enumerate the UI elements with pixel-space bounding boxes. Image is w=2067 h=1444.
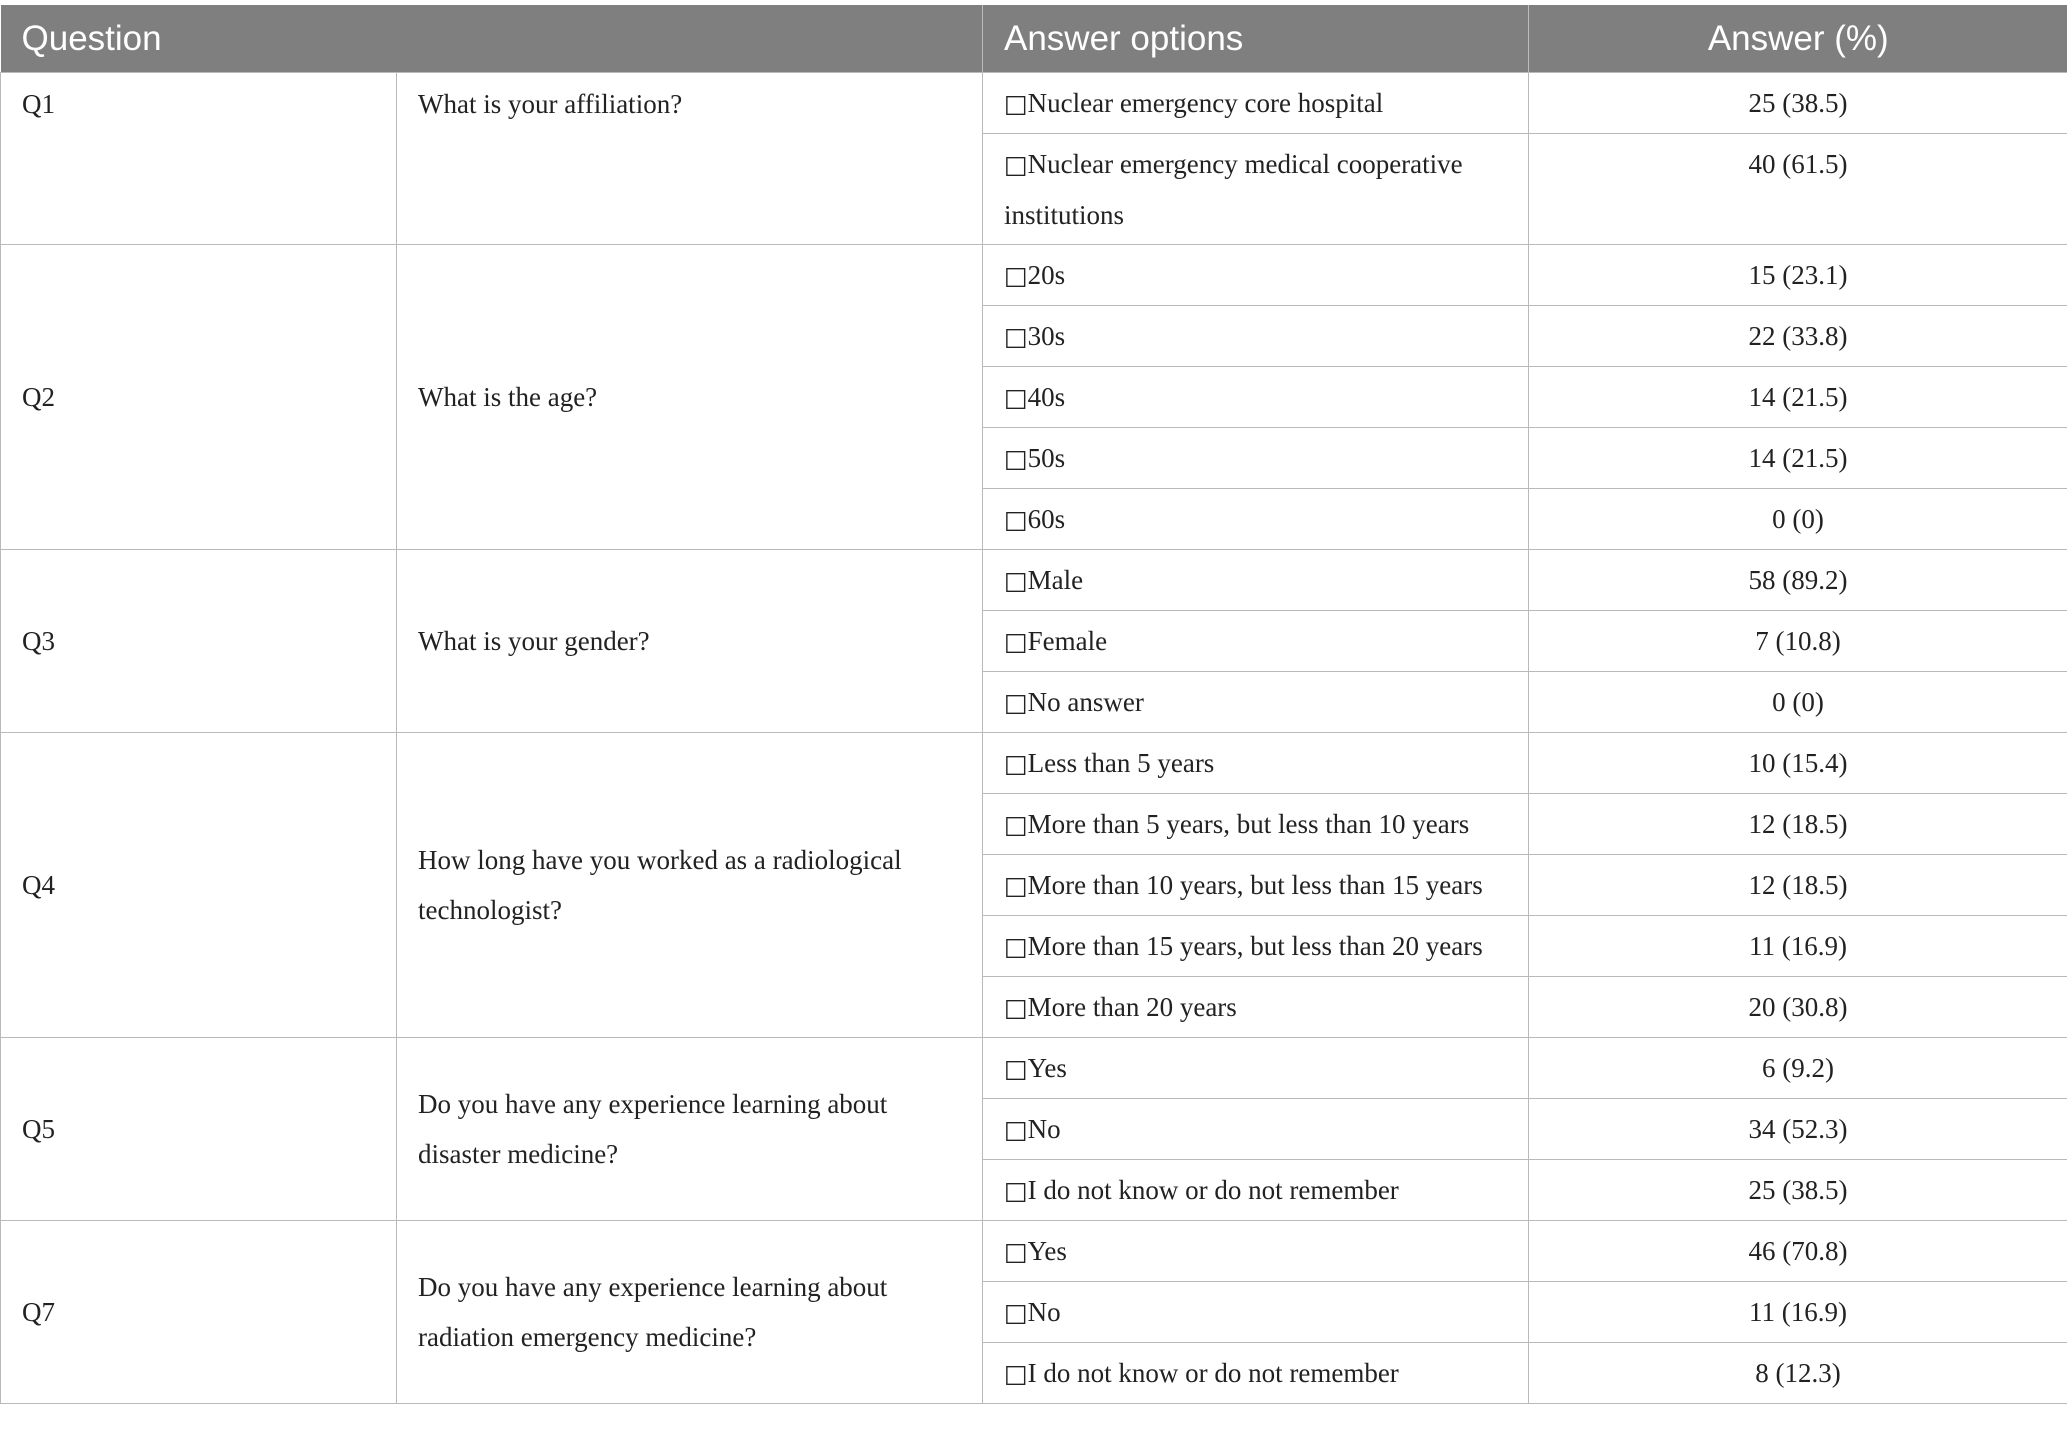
question-id: Q1: [1, 73, 397, 245]
table-row: [1, 73, 2067, 134]
answer-value: 25 (38.5): [1529, 73, 2067, 134]
answer-option-label: No: [1027, 1114, 1061, 1144]
survey-results-table: [0, 5, 2067, 1404]
answer-option: [983, 611, 1529, 672]
answer-value: 34 (52.3): [1529, 1099, 2067, 1160]
answer-option-label: 40s: [1027, 382, 1066, 412]
question-id: Q4: [1, 733, 397, 1038]
answer-option: [983, 1282, 1529, 1343]
checkbox-icon: □: [1004, 1237, 1028, 1266]
answer-option-label: I do not know or do not remember: [1027, 1175, 1399, 1205]
checkbox-icon: □: [1004, 627, 1028, 656]
answer-option: [983, 1099, 1529, 1160]
answer-value: 12 (18.5): [1529, 855, 2067, 916]
answer-option-label: 30s: [1027, 321, 1066, 351]
question-text: Do you have any experience learning about disaster medicine?: [397, 1038, 983, 1221]
answer-value: 58 (89.2): [1529, 550, 2067, 611]
answer-value: 0 (0): [1529, 672, 2067, 733]
answer-option: [983, 794, 1529, 855]
answer-option: [983, 916, 1529, 977]
answer-option: [983, 1343, 1529, 1404]
answer-option: [983, 367, 1529, 428]
answer-option-label: 20s: [1027, 260, 1066, 290]
checkbox-icon: □: [1004, 1054, 1028, 1083]
checkbox-icon: □: [1004, 322, 1028, 351]
header-answer-options: Answer options: [983, 5, 1529, 73]
checkbox-icon: □: [1004, 505, 1028, 534]
checkbox-icon: □: [1004, 150, 1028, 179]
answer-option-label: No answer: [1027, 687, 1144, 717]
answer-value: 14 (21.5): [1529, 428, 2067, 489]
checkbox-icon: □: [1004, 1176, 1028, 1205]
answer-option-label: Yes: [1027, 1053, 1067, 1083]
question-text: Do you have any experience learning about radiation emergency medicine?: [397, 1221, 983, 1404]
checkbox-icon: □: [1004, 749, 1028, 778]
question-id: Q2: [1, 245, 397, 550]
answer-option-label: Nuclear emergency core hospital: [1027, 88, 1384, 118]
answer-option: [983, 1160, 1529, 1221]
header-row: [1, 5, 2067, 73]
table-row: [1, 1221, 2067, 1282]
answer-value: 14 (21.5): [1529, 367, 2067, 428]
answer-option-label: 50s: [1027, 443, 1066, 473]
answer-option-label: More than 20 years: [1027, 992, 1237, 1022]
answer-value: 40 (61.5): [1529, 134, 2067, 245]
answer-option-label: Nuclear emergency medical cooperative institutions: [1004, 149, 1463, 230]
table-header: [1, 5, 2067, 73]
answer-option: [983, 1221, 1529, 1282]
answer-option: [983, 1038, 1529, 1099]
header-question: Question: [1, 5, 983, 73]
checkbox-icon: □: [1004, 993, 1028, 1022]
question-id: Q7: [1, 1221, 397, 1404]
answer-option-label: More than 5 years, but less than 10 years: [1027, 809, 1470, 839]
table-body: [1, 73, 2067, 1404]
table-row: [1, 733, 2067, 794]
table-row: [1, 550, 2067, 611]
answer-value: 10 (15.4): [1529, 733, 2067, 794]
answer-value: 11 (16.9): [1529, 916, 2067, 977]
checkbox-icon: □: [1004, 566, 1028, 595]
checkbox-icon: □: [1004, 871, 1028, 900]
question-text: What is the age?: [397, 245, 983, 550]
checkbox-icon: □: [1004, 810, 1028, 839]
answer-value: 0 (0): [1529, 489, 2067, 550]
answer-value: 20 (30.8): [1529, 977, 2067, 1038]
answer-option: [983, 134, 1529, 245]
answer-option-label: Yes: [1027, 1236, 1067, 1266]
checkbox-icon: □: [1004, 444, 1028, 473]
answer-value: 46 (70.8): [1529, 1221, 2067, 1282]
checkbox-icon: □: [1004, 688, 1028, 717]
answer-value: 6 (9.2): [1529, 1038, 2067, 1099]
checkbox-icon: □: [1004, 1359, 1028, 1388]
answer-value: 22 (33.8): [1529, 306, 2067, 367]
answer-option: [983, 977, 1529, 1038]
answer-option: [983, 245, 1529, 306]
answer-option-label: More than 15 years, but less than 20 years: [1027, 931, 1483, 961]
checkbox-icon: □: [1004, 261, 1028, 290]
answer-option: [983, 733, 1529, 794]
question-id: Q3: [1, 550, 397, 733]
answer-option: [983, 428, 1529, 489]
answer-option-label: More than 10 years, but less than 15 years: [1027, 870, 1483, 900]
answer-value: 11 (16.9): [1529, 1282, 2067, 1343]
question-text: How long have you worked as a radiological technologist?: [397, 733, 983, 1038]
question-text: What is your gender?: [397, 550, 983, 733]
answer-option: [983, 672, 1529, 733]
table-row: [1, 245, 2067, 306]
answer-value: 15 (23.1): [1529, 245, 2067, 306]
answer-option-label: 60s: [1027, 504, 1066, 534]
header-answer-percent: Answer (%): [1529, 5, 2067, 73]
answer-option-label: Less than 5 years: [1027, 748, 1215, 778]
checkbox-icon: □: [1004, 383, 1028, 412]
question-id: Q5: [1, 1038, 397, 1221]
answer-option: [983, 73, 1529, 134]
question-text: What is your affiliation?: [397, 73, 983, 245]
table-row: [1, 1038, 2067, 1099]
answer-value: 7 (10.8): [1529, 611, 2067, 672]
checkbox-icon: □: [1004, 1115, 1028, 1144]
checkbox-icon: □: [1004, 932, 1028, 961]
answer-option-label: No: [1027, 1297, 1061, 1327]
answer-option: [983, 489, 1529, 550]
answer-value: 8 (12.3): [1529, 1343, 2067, 1404]
answer-value: 12 (18.5): [1529, 794, 2067, 855]
answer-option-label: Male: [1027, 565, 1084, 595]
checkbox-icon: □: [1004, 89, 1028, 118]
answer-option-label: Female: [1027, 626, 1108, 656]
answer-option-label: I do not know or do not remember: [1027, 1358, 1399, 1388]
checkbox-icon: □: [1004, 1298, 1028, 1327]
answer-value: 25 (38.5): [1529, 1160, 2067, 1221]
answer-option: [983, 306, 1529, 367]
answer-option: [983, 855, 1529, 916]
answer-option: [983, 550, 1529, 611]
